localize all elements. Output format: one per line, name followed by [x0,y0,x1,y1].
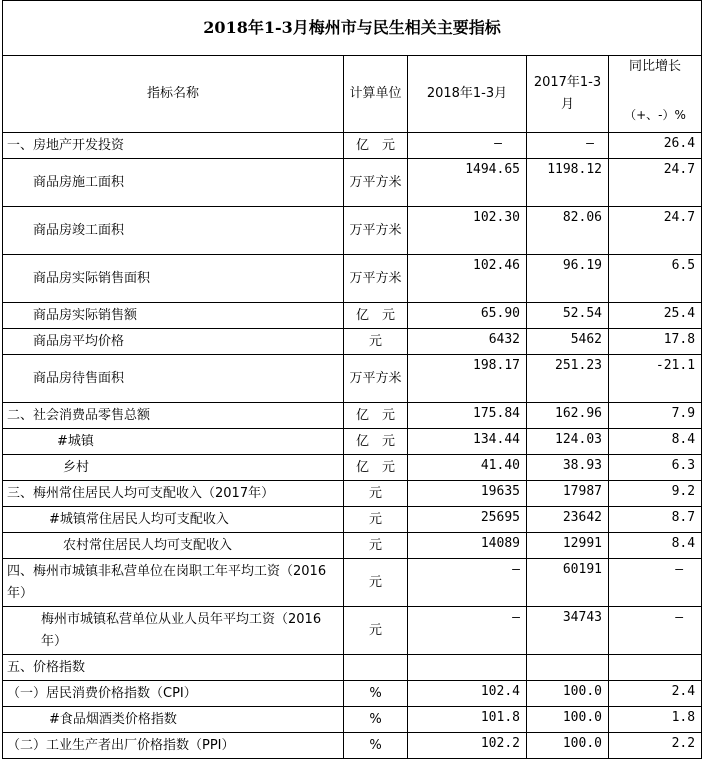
row-name: 商品房竣工面积 [3,207,344,255]
row-yoy: 1.8 [609,707,702,733]
row-current: 102.46 [408,255,527,303]
row-name: #食品烟酒类价格指数 [3,707,344,733]
row-current: 19635 [408,481,527,507]
row-unit: % [344,733,408,759]
row-name: 商品房施工面积 [3,159,344,207]
table-title: 2018年1-3月梅州市与民生相关主要指标 [3,1,702,56]
row-unit: 元 [344,533,408,559]
row-yoy: – [609,607,702,655]
table-row [3,455,702,481]
row-unit: 万平方米 [344,207,408,255]
row-previous: 82.06 [527,207,609,255]
row-yoy: 8.4 [609,533,702,559]
row-unit: % [344,681,408,707]
row-unit: 万平方米 [344,255,408,303]
row-current: 14089 [408,533,527,559]
row-current: 134.44 [408,429,527,455]
table-row [3,207,702,255]
row-current: 65.90 [408,303,527,329]
table-row [3,681,702,707]
row-unit: 亿 元 [344,429,408,455]
row-name: #城镇 [3,429,344,455]
table-row [3,255,702,303]
row-yoy: 25.4 [609,303,702,329]
row-name: 商品房实际销售额 [3,303,344,329]
row-unit: 万平方米 [344,159,408,207]
table-row [3,303,702,329]
row-unit: 元 [344,559,408,607]
row-name: 商品房待售面积 [3,355,344,403]
table-row [3,655,702,681]
row-yoy: 24.7 [609,159,702,207]
row-current: 102.30 [408,207,527,255]
indicator-table [2,0,702,759]
row-yoy [609,655,702,681]
table-row [3,507,702,533]
row-unit: 亿 元 [344,403,408,429]
row-unit: 万平方米 [344,355,408,403]
row-current: 102.4 [408,681,527,707]
row-previous: 124.03 [527,429,609,455]
table-row [3,707,702,733]
row-unit: % [344,707,408,733]
row-name: 二、社会消费品零售总额 [3,403,344,429]
row-name: 乡村 [3,455,344,481]
row-previous: 52.54 [527,303,609,329]
row-current [408,655,527,681]
row-name: 五、价格指数 [3,655,344,681]
header-previous-period: 2017年1-3月 [527,56,609,133]
row-name: 商品房实际销售面积 [3,255,344,303]
table-row [3,159,702,207]
header-indicator-name: 指标名称 [3,56,344,133]
table-row [3,329,702,355]
row-previous: 100.0 [527,681,609,707]
row-previous: 251.23 [527,355,609,403]
row-current: 101.8 [408,707,527,733]
row-previous [527,655,609,681]
row-previous: 100.0 [527,707,609,733]
row-name: （二）工业生产者出厂价格指数（PPI） [3,733,344,759]
row-yoy: 26.4 [609,133,702,159]
row-current: 1494.65 [408,159,527,207]
row-current: 175.84 [408,403,527,429]
row-yoy: 9.2 [609,481,702,507]
row-name: 商品房平均价格 [3,329,344,355]
row-current: 25695 [408,507,527,533]
table-row [3,559,702,607]
row-yoy: -21.1 [609,355,702,403]
row-previous: 17987 [527,481,609,507]
row-current: 102.2 [408,733,527,759]
row-name: 三、梅州常住居民人均可支配收入（2017年） [3,481,344,507]
row-current: 41.40 [408,455,527,481]
row-yoy: 8.4 [609,429,702,455]
row-previous: 38.93 [527,455,609,481]
row-name: #城镇常住居民人均可支配收入 [3,507,344,533]
title-row [3,1,702,56]
header-unit: 计算单位 [344,56,408,133]
row-yoy: 7.9 [609,403,702,429]
table-row [3,429,702,455]
row-current: – [408,133,527,159]
row-unit: 亿 元 [344,455,408,481]
row-name: 一、房地产开发投资 [3,133,344,159]
row-unit: 元 [344,329,408,355]
row-name: 梅州市城镇私营单位从业人员年平均工资（2016年） [3,607,344,655]
row-current: – [408,559,527,607]
header-yoy-sign: （+、-）% [624,108,686,122]
header-yoy-label: 同比增长 [629,59,682,74]
table-row [3,533,702,559]
row-yoy: 8.7 [609,507,702,533]
row-name: 农村常住居民人均可支配收入 [3,533,344,559]
table-row [3,733,702,759]
row-yoy: 2.4 [609,681,702,707]
row-previous: 1198.12 [527,159,609,207]
header-current-period: 2018年1-3月 [408,56,527,133]
row-yoy: 2.2 [609,733,702,759]
row-unit: 元 [344,507,408,533]
row-previous: 34743 [527,607,609,655]
row-unit: 亿 元 [344,303,408,329]
table-row [3,133,702,159]
header-row [3,56,702,133]
row-yoy: 6.5 [609,255,702,303]
table-row [3,481,702,507]
row-previous: – [527,133,609,159]
table-row [3,403,702,429]
table-row [3,355,702,403]
row-current: 198.17 [408,355,527,403]
row-unit: 元 [344,607,408,655]
row-unit: 元 [344,481,408,507]
row-yoy: 24.7 [609,207,702,255]
row-current: 6432 [408,329,527,355]
row-yoy: – [609,559,702,607]
row-unit [344,655,408,681]
row-current: – [408,607,527,655]
row-previous: 96.19 [527,255,609,303]
row-unit: 亿 元 [344,133,408,159]
row-previous: 5462 [527,329,609,355]
row-previous: 12991 [527,533,609,559]
row-previous: 60191 [527,559,609,607]
table-row [3,607,702,655]
row-previous: 162.96 [527,403,609,429]
row-yoy: 17.8 [609,329,702,355]
header-yoy [609,56,702,133]
row-previous: 23642 [527,507,609,533]
row-previous: 100.0 [527,733,609,759]
row-yoy: 6.3 [609,455,702,481]
row-name: 四、梅州市城镇非私营单位在岗职工年平均工资（2016年） [3,559,344,607]
row-name: （一）居民消费价格指数（CPI） [3,681,344,707]
